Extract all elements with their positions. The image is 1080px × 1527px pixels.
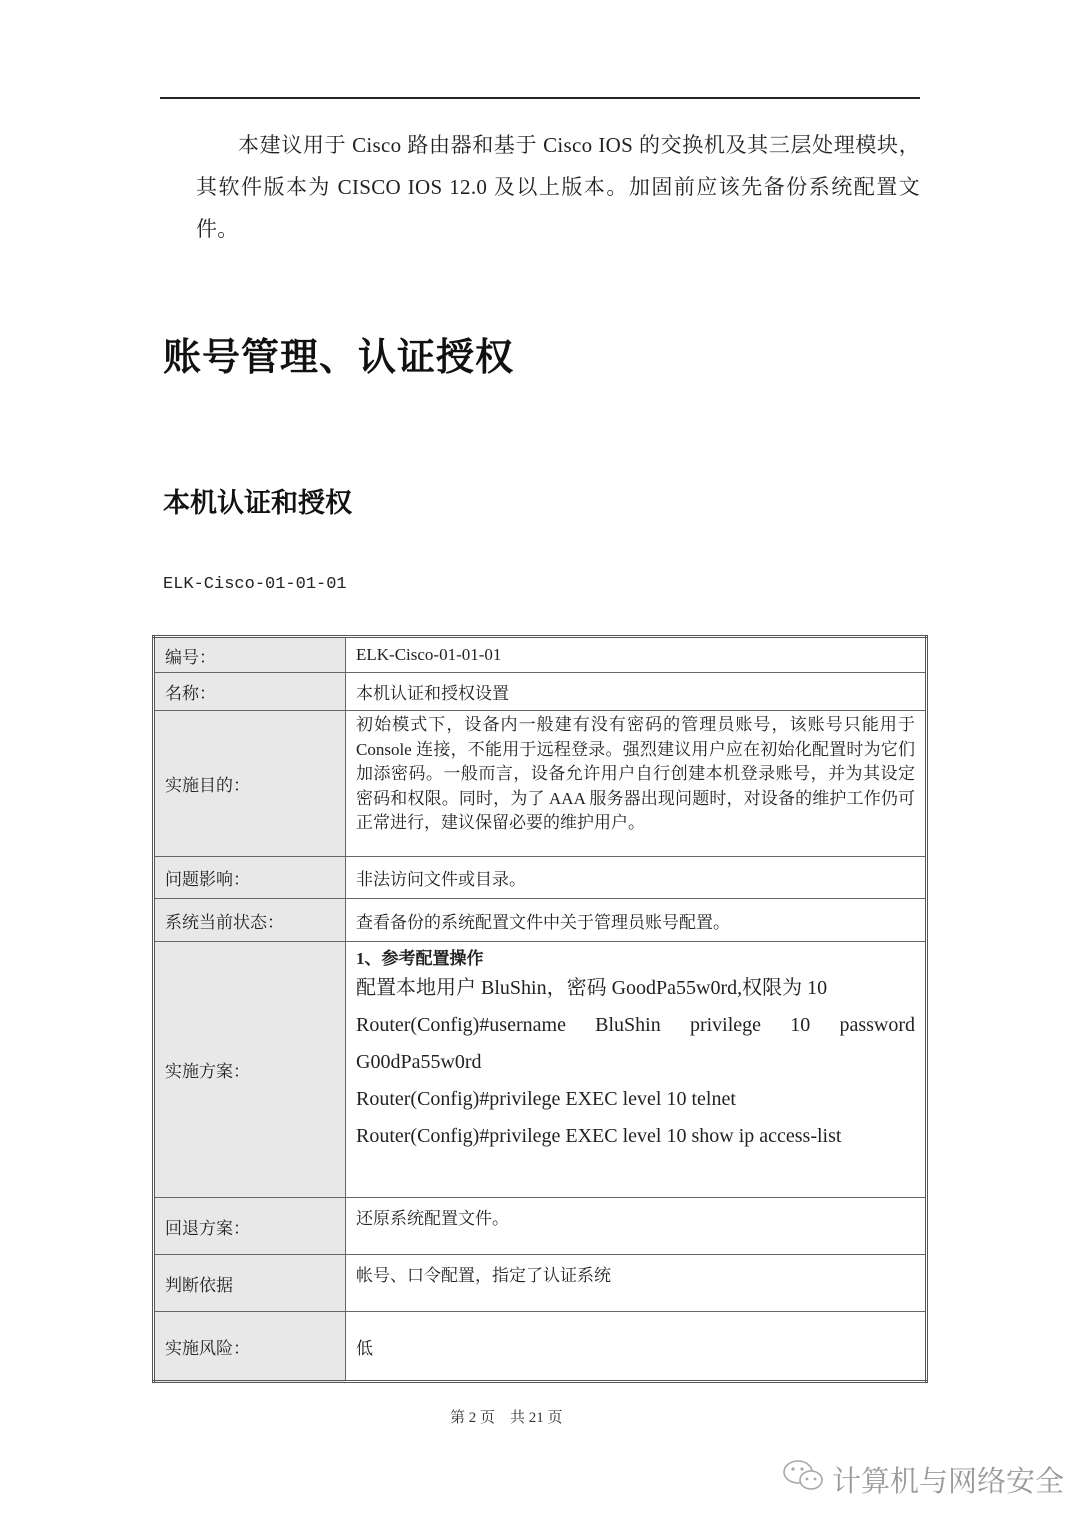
rollback-label: 回退方案： xyxy=(154,1198,346,1255)
watermark-text: 计算机与网络安全 xyxy=(832,1464,1065,1498)
rollback-value: 还原系统配置文件。 xyxy=(346,1198,927,1255)
purpose-value: 初始模式下，设备内一般建有没有密码的管理员账号，该账号只能用于 Console 连接，不能用于远程登录。强烈建议用户应在初始化配置时为它们加添密码。一般而言，设备允许用户自行创建本机登录账号，并为其设定密码和权限。同时，为了 AAA 服务器出现问题时，对设备的维护工作仍可正常进行，建议保留必要的维护用户。 xyxy=(346,711,927,857)
plan-command-username: Router(Config)#username BluShin privilege 10 password xyxy=(356,1014,915,1036)
header-rule xyxy=(160,97,920,99)
status-label: 系统当前状态： xyxy=(154,899,346,942)
page-footer: 第 2 页 共 21 页 xyxy=(450,1410,563,1426)
name-value: 本机认证和授权设置 xyxy=(346,673,927,711)
risk-value: 低 xyxy=(346,1312,927,1382)
plan-label: 实施方案： xyxy=(154,942,346,1198)
table-row-name xyxy=(154,673,927,711)
table-row-risk xyxy=(154,1312,927,1382)
table-row-basis xyxy=(154,1255,927,1312)
basis-label: 判断依据 xyxy=(154,1255,346,1312)
plan-command-acl: Router(Config)#privilege EXEC level 10 show ip access-list xyxy=(356,1125,842,1147)
plan-value xyxy=(346,942,927,1198)
plan-command-password: G00dPa55w0rd xyxy=(356,1051,482,1073)
watermark xyxy=(782,1458,1064,1501)
item-code: ELK-Cisco-01-01-01 xyxy=(163,575,347,594)
basis-value: 帐号、口令配置，指定了认证系统 xyxy=(346,1255,927,1312)
purpose-label: 实施目的： xyxy=(154,711,346,857)
section-heading: 账号管理、认证授权 xyxy=(163,335,515,379)
status-value: 查看备份的系统配置文件中关于管理员账号配置。 xyxy=(346,899,927,942)
plan-heading: 1、参考配置操作 xyxy=(356,949,484,968)
risk-label: 实施风险： xyxy=(154,1312,346,1382)
impact-value: 非法访问文件或目录。 xyxy=(346,857,927,899)
impact-label: 问题影响： xyxy=(154,857,346,899)
table-row-plan xyxy=(154,942,927,1198)
table-row-id xyxy=(154,637,927,673)
intro-paragraph: 本建议用于 Cisco 路由器和基于 Cisco IOS 的交换机及其三层处理模块，其软件版本为 CISCO IOS 12.0 及以上版本。加固前应该先备份系统配置文件。 xyxy=(196,133,920,241)
plan-description: 配置本地用户 BluShin，密码 GoodPa55w0rd,权限为 10 xyxy=(356,977,828,999)
table-row-rollback xyxy=(154,1198,927,1255)
id-value: ELK-Cisco-01-01-01 xyxy=(346,637,927,673)
id-label: 编号： xyxy=(154,637,346,673)
plan-command-telnet: Router(Config)#privilege EXEC level 10 telnet xyxy=(356,1088,736,1110)
table-row-impact xyxy=(154,857,927,899)
subsection-heading: 本机认证和授权 xyxy=(163,488,352,519)
table-row-purpose xyxy=(154,711,927,857)
wechat-icon xyxy=(782,1458,826,1501)
name-label: 名称： xyxy=(154,673,346,711)
table-row-status xyxy=(154,899,927,942)
spec-table xyxy=(152,635,928,1383)
